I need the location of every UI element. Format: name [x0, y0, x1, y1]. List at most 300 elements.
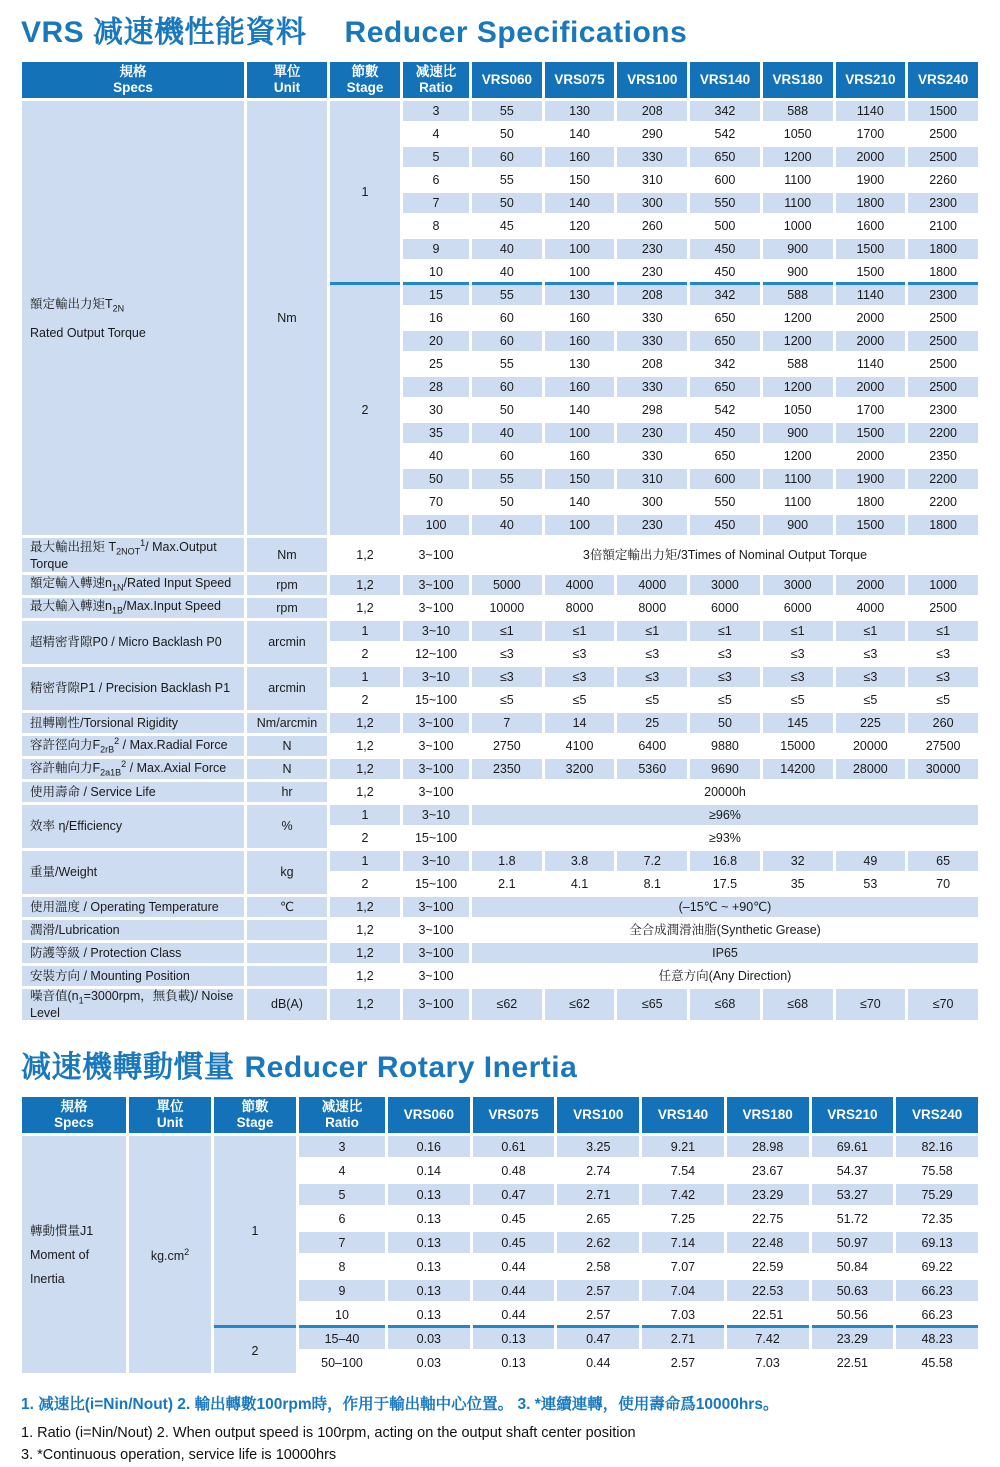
value-cell: 2.57	[642, 1352, 724, 1373]
value-cell: 7.04	[642, 1280, 724, 1301]
value-cell: 55	[472, 469, 542, 489]
spec-col-header-vrs140: VRS140	[690, 62, 760, 98]
value-cell: 22.51	[812, 1352, 894, 1373]
value-cell: 23.29	[727, 1184, 809, 1205]
value-cell: 600	[690, 170, 760, 190]
unit-cell	[247, 920, 327, 940]
value-cell: 1100	[763, 170, 833, 190]
value-cell: ≤70	[836, 989, 906, 1020]
value-cell: 342	[690, 101, 760, 121]
value-cell: 150	[545, 469, 615, 489]
value-cell: 588	[763, 354, 833, 374]
value-cell: 588	[763, 101, 833, 121]
spanning-value-cell: 20000h	[472, 782, 978, 802]
value-cell: 300	[617, 193, 687, 213]
ratio-cell: 12~100	[403, 644, 469, 664]
value-cell: 40	[472, 515, 542, 535]
spec-label-cell: 最大輸入轉速$n_{1B}/Max.Input$ Speed	[22, 598, 244, 618]
value-cell: ≤1	[472, 621, 542, 641]
value-cell: 55	[472, 170, 542, 190]
ratio-cell: 35	[403, 423, 469, 443]
ratio-cell: 15–40	[299, 1328, 385, 1349]
value-cell: 1000	[908, 575, 978, 595]
value-cell: 230	[617, 423, 687, 443]
value-cell: 2000	[836, 377, 906, 397]
stage-cell: 1,2	[330, 966, 400, 986]
ratio-cell: 10	[403, 262, 469, 282]
stage-cell: 2	[330, 285, 400, 535]
value-cell: 22.53	[727, 1280, 809, 1301]
spanning-value-cell: 任意方向(Any Direction)	[472, 966, 978, 986]
value-cell: 2200	[908, 492, 978, 512]
spec-label-cell: 使用溫度 / Operating Temperature	[22, 897, 244, 917]
value-cell: 290	[617, 124, 687, 144]
value-cell: 100	[545, 515, 615, 535]
value-cell: ≤70	[908, 989, 978, 1020]
value-cell: 1050	[763, 400, 833, 420]
unit-cell: kg	[247, 851, 327, 894]
stage-cell: 2	[330, 644, 400, 664]
value-cell: 7	[472, 713, 542, 733]
value-cell: 2750	[472, 736, 542, 756]
value-cell: 4.1	[545, 874, 615, 894]
value-cell: 2500	[908, 308, 978, 328]
value-cell: 310	[617, 469, 687, 489]
value-cell: 1050	[763, 124, 833, 144]
ratio-cell: 40	[403, 446, 469, 466]
value-cell: ≤3	[836, 667, 906, 687]
value-cell: 100	[545, 423, 615, 443]
unit-cell	[247, 943, 327, 963]
ratio-cell: 8	[403, 216, 469, 236]
spec-col-header-ratio: 减速比 Ratio	[403, 62, 469, 98]
value-cell: 3000	[763, 575, 833, 595]
value-cell: 140	[545, 193, 615, 213]
value-cell: ≤5	[908, 690, 978, 710]
value-cell: 48.23	[896, 1328, 978, 1349]
inertia-label-moment-of-inertia: 轉動慣量J1 Moment of Inertia	[22, 1136, 126, 1373]
value-cell: 1800	[908, 239, 978, 259]
stage-cell: 1,2	[330, 989, 400, 1020]
value-cell: 230	[617, 262, 687, 282]
value-cell: 230	[617, 239, 687, 259]
stage-cell: 1,2	[330, 575, 400, 595]
value-cell: 330	[617, 331, 687, 351]
value-cell: 69.61	[812, 1136, 894, 1157]
value-cell: ≤3	[545, 667, 615, 687]
ratio-cell: 4	[403, 124, 469, 144]
value-cell: 0.45	[473, 1208, 555, 1229]
value-cell: 1.8	[472, 851, 542, 871]
value-cell: 70	[908, 874, 978, 894]
value-cell: 35	[763, 874, 833, 894]
value-cell: 25	[617, 713, 687, 733]
value-cell: 650	[690, 446, 760, 466]
unit-cell	[247, 966, 327, 986]
value-cell: 40	[472, 262, 542, 282]
spec-table-title-zh: VRS 减速機性能資料	[21, 16, 307, 49]
value-cell: 60	[472, 377, 542, 397]
value-cell: 4000	[545, 575, 615, 595]
value-cell: 55	[472, 354, 542, 374]
value-cell: ≤65	[617, 989, 687, 1020]
value-cell: 30000	[908, 759, 978, 779]
value-cell: 3000	[690, 575, 760, 595]
value-cell: 600	[690, 469, 760, 489]
value-cell: ≤5	[836, 690, 906, 710]
spanning-value-cell: 全合成潤滑油脂(Synthetic Grease)	[472, 920, 978, 940]
ratio-cell: 15~100	[403, 690, 469, 710]
stage-cell: 1,2	[330, 920, 400, 940]
ratio-cell: 3	[299, 1136, 385, 1157]
value-cell: 45.58	[896, 1352, 978, 1373]
spanning-value-cell: ≥93%	[472, 828, 978, 848]
value-cell: 330	[617, 308, 687, 328]
value-cell: 66.23	[896, 1280, 978, 1301]
ratio-cell: 20	[403, 331, 469, 351]
value-cell: 0.13	[473, 1352, 555, 1373]
value-cell: 7.07	[642, 1256, 724, 1277]
inertia-col-header-vrs100: VRS100	[557, 1097, 639, 1133]
value-cell: 1100	[763, 492, 833, 512]
value-cell: 0.13	[388, 1304, 470, 1325]
value-cell: 160	[545, 308, 615, 328]
stage-cell: 1,2	[330, 736, 400, 756]
value-cell: 82.16	[896, 1136, 978, 1157]
value-cell: ≤3	[472, 667, 542, 687]
ratio-cell: 3~100	[403, 920, 469, 940]
value-cell: 14200	[763, 759, 833, 779]
value-cell: 130	[545, 354, 615, 374]
ratio-cell: 6	[299, 1208, 385, 1229]
value-cell: 2.58	[557, 1256, 639, 1277]
ratio-cell: 4	[299, 1160, 385, 1181]
value-cell: 140	[545, 400, 615, 420]
ratio-cell: 9	[299, 1280, 385, 1301]
stage-cell: 1,2	[330, 782, 400, 802]
value-cell: 50	[472, 400, 542, 420]
spec-col-header-specs: 規格 Specs	[22, 62, 244, 98]
value-cell: 2500	[908, 377, 978, 397]
value-cell: 225	[836, 713, 906, 733]
spec-label-rated-output-torque: 額定輸出力矩$T_{2N}$ Rated Output Torque	[22, 101, 244, 535]
ratio-cell: 3~100	[403, 538, 469, 571]
value-cell: 2.71	[557, 1184, 639, 1205]
value-cell: 130	[545, 101, 615, 121]
value-cell: 1900	[836, 469, 906, 489]
value-cell: ≤68	[763, 989, 833, 1020]
value-cell: 2.65	[557, 1208, 639, 1229]
value-cell: 55	[472, 101, 542, 121]
value-cell: 53	[836, 874, 906, 894]
ratio-cell: 7	[299, 1232, 385, 1253]
value-cell: ≤5	[763, 690, 833, 710]
value-cell: 2500	[908, 598, 978, 618]
spec-label-cell: 精密背隙P1 / Precision Backlash P1	[22, 667, 244, 710]
value-cell: 22.51	[727, 1304, 809, 1325]
inertia-table-title-en: Reducer Rotary Inertia	[244, 1050, 578, 1084]
ratio-cell: 16	[403, 308, 469, 328]
stage-cell: 1	[330, 621, 400, 641]
value-cell: 9690	[690, 759, 760, 779]
value-cell: 6000	[763, 598, 833, 618]
value-cell: 650	[690, 147, 760, 167]
value-cell: 7.25	[642, 1208, 724, 1229]
value-cell: 1140	[836, 285, 906, 305]
value-cell: 40	[472, 239, 542, 259]
ratio-cell: 28	[403, 377, 469, 397]
unit-cell: rpm	[247, 598, 327, 618]
value-cell: 450	[690, 239, 760, 259]
value-cell: 150	[545, 170, 615, 190]
value-cell: 208	[617, 285, 687, 305]
value-cell: 1140	[836, 354, 906, 374]
stage-cell: 1,2	[330, 897, 400, 917]
value-cell: 0.13	[388, 1208, 470, 1229]
ratio-cell: 100	[403, 515, 469, 535]
footnote-zh: 1. 减速比(i=Nin/Nout) 2. 輸出轉數100rpm時，作用于輸出軸中心位置。 3. *連續連轉，使用壽命爲10000hrs。	[21, 1396, 779, 1414]
value-cell: 1200	[763, 377, 833, 397]
value-cell: 3.25	[557, 1136, 639, 1157]
ratio-cell: 3	[403, 101, 469, 121]
value-cell: 2000	[836, 147, 906, 167]
stage-cell: 1,2	[330, 538, 400, 571]
value-cell: 50	[690, 713, 760, 733]
ratio-cell: 3~100	[403, 966, 469, 986]
value-cell: 53.27	[812, 1184, 894, 1205]
unit-cell: %	[247, 805, 327, 848]
value-cell: ≤3	[472, 644, 542, 664]
value-cell: 0.16	[388, 1136, 470, 1157]
value-cell: 28.98	[727, 1136, 809, 1157]
spec-col-header-vrs075: VRS075	[545, 62, 615, 98]
value-cell: 900	[763, 262, 833, 282]
value-cell: 588	[763, 285, 833, 305]
stage-cell: 2	[214, 1328, 296, 1373]
value-cell: 160	[545, 331, 615, 351]
value-cell: 50.63	[812, 1280, 894, 1301]
value-cell: ≤5	[690, 690, 760, 710]
value-cell: 330	[617, 147, 687, 167]
value-cell: 7.03	[642, 1304, 724, 1325]
ratio-cell: 50–100	[299, 1352, 385, 1373]
value-cell: 0.03	[388, 1328, 470, 1349]
spec-table-title	[21, 16, 981, 49]
value-cell: ≤5	[472, 690, 542, 710]
inertia-col-header-stage: 節數 Stage	[214, 1097, 296, 1133]
value-cell: 20000	[836, 736, 906, 756]
value-cell: 45	[472, 216, 542, 236]
value-cell: 50	[472, 193, 542, 213]
ratio-cell: 3~100	[403, 713, 469, 733]
value-cell: 100	[545, 262, 615, 282]
value-cell: 1600	[836, 216, 906, 236]
ratio-cell: 3~10	[403, 851, 469, 871]
spanning-value-cell: IP65	[472, 943, 978, 963]
value-cell: ≤3	[617, 667, 687, 687]
value-cell: 55	[472, 285, 542, 305]
value-cell: 450	[690, 423, 760, 443]
unit-cell: hr	[247, 782, 327, 802]
value-cell: 69.13	[896, 1232, 978, 1253]
ratio-cell: 30	[403, 400, 469, 420]
value-cell: 65	[908, 851, 978, 871]
value-cell: 50.84	[812, 1256, 894, 1277]
value-cell: 2300	[908, 193, 978, 213]
spec-col-header-vrs240: VRS240	[908, 62, 978, 98]
value-cell: 2100	[908, 216, 978, 236]
value-cell: 2500	[908, 147, 978, 167]
value-cell: 32	[763, 851, 833, 871]
value-cell: 160	[545, 147, 615, 167]
footnote-en-2: 3. *Continuous operation, service life is 10000hrs	[21, 1447, 337, 1464]
value-cell: 0.47	[557, 1328, 639, 1349]
value-cell: ≤3	[763, 667, 833, 687]
value-cell: 10000	[472, 598, 542, 618]
value-cell: 1100	[763, 469, 833, 489]
value-cell: 9880	[690, 736, 760, 756]
ratio-cell: 8	[299, 1256, 385, 1277]
unit-cell: arcmin	[247, 621, 327, 664]
value-cell: 5000	[472, 575, 542, 595]
value-cell: 60	[472, 308, 542, 328]
value-cell: 900	[763, 515, 833, 535]
unit-cell: dB(A)	[247, 989, 327, 1020]
value-cell: 54.37	[812, 1160, 894, 1181]
value-cell: 542	[690, 400, 760, 420]
value-cell: 2500	[908, 354, 978, 374]
spec-label-cell: 額定輸入轉速$n_{1N}$/Rated Input Speed	[22, 575, 244, 595]
value-cell: 1800	[908, 262, 978, 282]
value-cell: 2000	[836, 308, 906, 328]
value-cell: 4000	[617, 575, 687, 595]
spec-col-header-vrs060: VRS060	[472, 62, 542, 98]
spec-label-cell: 噪音值($n_1=3000rpm$，無負載)/ Noise Level	[22, 989, 244, 1020]
value-cell: 160	[545, 446, 615, 466]
value-cell: 0.44	[473, 1256, 555, 1277]
value-cell: 75.29	[896, 1184, 978, 1205]
value-cell: 15000	[763, 736, 833, 756]
value-cell: 1500	[908, 101, 978, 121]
ratio-cell: 15~100	[403, 874, 469, 894]
value-cell: 2.57	[557, 1304, 639, 1325]
value-cell: ≤1	[545, 621, 615, 641]
spec-col-header-vrs100: VRS100	[617, 62, 687, 98]
ratio-cell: 50	[403, 469, 469, 489]
value-cell: 0.13	[388, 1280, 470, 1301]
value-cell: 1800	[836, 193, 906, 213]
ratio-cell: 3~10	[403, 621, 469, 641]
footnotes	[21, 1392, 981, 1467]
value-cell: 208	[617, 101, 687, 121]
value-cell: ≤68	[690, 989, 760, 1020]
unit-cell: Nm	[247, 538, 327, 571]
unit-cell: ℃	[247, 897, 327, 917]
spec-label-cell: 超精密背隙P0 / Micro Backlash P0	[22, 621, 244, 664]
unit-cell: N	[247, 736, 327, 756]
rotary-inertia-table	[19, 1094, 981, 1376]
inertia-col-header-vrs210: VRS210	[812, 1097, 894, 1133]
value-cell: 1100	[763, 193, 833, 213]
value-cell: 66.23	[896, 1304, 978, 1325]
value-cell: 22.48	[727, 1232, 809, 1253]
value-cell: 2.62	[557, 1232, 639, 1253]
spanning-value-cell: ≥96%	[472, 805, 978, 825]
ratio-cell: 3~100	[403, 782, 469, 802]
value-cell: 1500	[836, 239, 906, 259]
spec-label-cell: 安裝方向 / Mounting Position	[22, 966, 244, 986]
value-cell: 7.03	[727, 1352, 809, 1373]
value-cell: 900	[763, 423, 833, 443]
value-cell: ≤1	[690, 621, 760, 641]
value-cell: 8.1	[617, 874, 687, 894]
value-cell: 6000	[690, 598, 760, 618]
value-cell: 0.47	[473, 1184, 555, 1205]
stage-cell: 1	[330, 851, 400, 871]
value-cell: 650	[690, 377, 760, 397]
value-cell: 14	[545, 713, 615, 733]
unit-cell: arcmin	[247, 667, 327, 710]
value-cell: 2.1	[472, 874, 542, 894]
value-cell: 0.48	[473, 1160, 555, 1181]
value-cell: 27500	[908, 736, 978, 756]
value-cell: 0.61	[473, 1136, 555, 1157]
inertia-col-header-vrs060: VRS060	[388, 1097, 470, 1133]
value-cell: 69.22	[896, 1256, 978, 1277]
spec-label-cell: 使用壽命 / Service Life	[22, 782, 244, 802]
value-cell: 550	[690, 193, 760, 213]
ratio-cell: 3~10	[403, 805, 469, 825]
value-cell: ≤5	[617, 690, 687, 710]
value-cell: 2200	[908, 469, 978, 489]
value-cell: 900	[763, 239, 833, 259]
value-cell: 1700	[836, 124, 906, 144]
value-cell: 230	[617, 515, 687, 535]
spec-label-cell: 重量/Weight	[22, 851, 244, 894]
inertia-col-header-vrs240: VRS240	[896, 1097, 978, 1133]
value-cell: 1000	[763, 216, 833, 236]
value-cell: 342	[690, 354, 760, 374]
value-cell: 298	[617, 400, 687, 420]
value-cell: 2.71	[642, 1328, 724, 1349]
value-cell: 7.42	[727, 1328, 809, 1349]
ratio-cell: 25	[403, 354, 469, 374]
value-cell: 2000	[836, 331, 906, 351]
value-cell: 23.29	[812, 1328, 894, 1349]
value-cell: 17.5	[690, 874, 760, 894]
value-cell: 140	[545, 124, 615, 144]
value-cell: 1500	[836, 262, 906, 282]
unit-cell: Nm	[247, 101, 327, 535]
spec-label-cell: 潤滑/Lubrication	[22, 920, 244, 940]
value-cell: 1200	[763, 446, 833, 466]
value-cell: 8000	[617, 598, 687, 618]
value-cell: 160	[545, 377, 615, 397]
value-cell: 49	[836, 851, 906, 871]
ratio-cell: 3~10	[403, 667, 469, 687]
value-cell: 50	[472, 492, 542, 512]
inertia-col-header-specs: 規格 Specs	[22, 1097, 126, 1133]
inertia-table-body	[22, 1136, 978, 1373]
inertia-col-header-ratio: 减速比 Ratio	[299, 1097, 385, 1133]
inertia-table-title	[21, 1051, 981, 1084]
spec-table-body	[22, 101, 978, 1020]
spec-label-cell: 效率 η/Efficiency	[22, 805, 244, 848]
value-cell: 1500	[836, 423, 906, 443]
value-cell: 550	[690, 492, 760, 512]
stage-cell: 1,2	[330, 943, 400, 963]
value-cell: 1800	[908, 515, 978, 535]
